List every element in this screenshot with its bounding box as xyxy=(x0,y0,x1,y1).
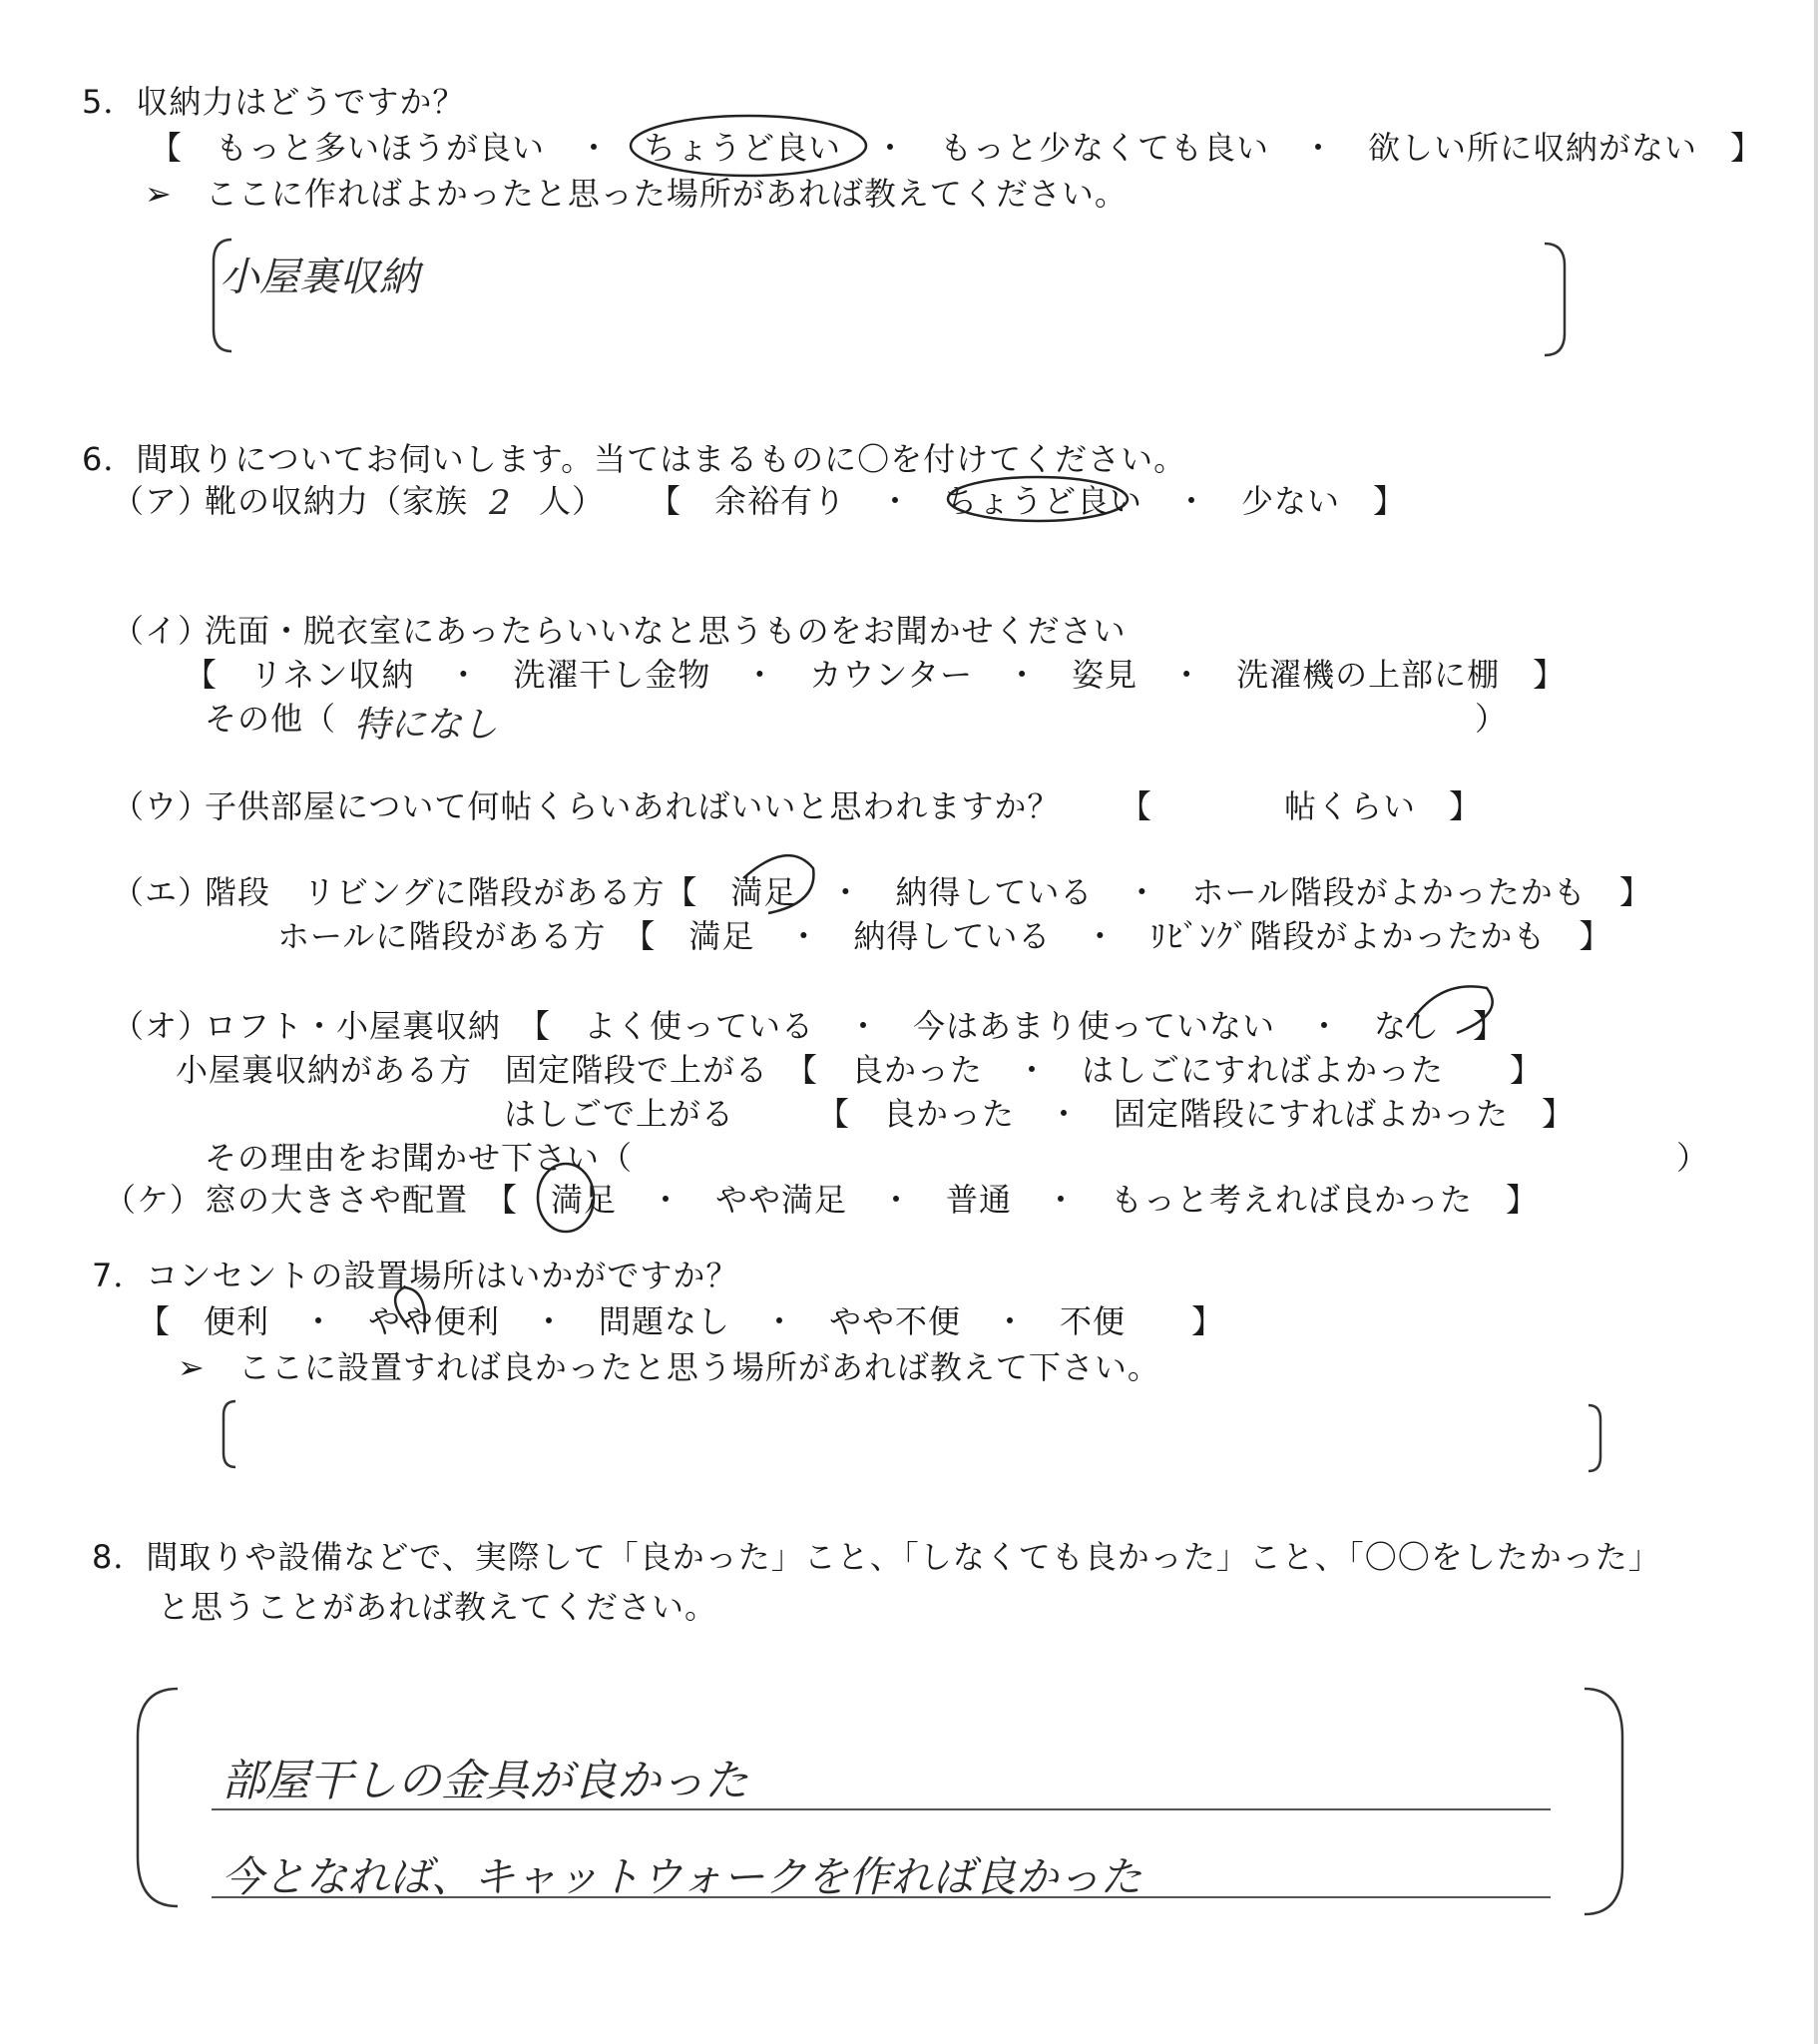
q6-title: 6．間取りについてお伺いします。当てはまるものに〇を付けてください。 xyxy=(82,440,1187,478)
q6-o-text: ロフト・小屋裏収納 【 よく使っている ・ 今はあまり使っていない ・ なし 】 xyxy=(205,1007,1507,1045)
q8-title: 8．間取りや設備などで、実際して「良かった」こと、「しなくても良かった」こと、「〇〇をしたかった」 xyxy=(92,1538,1661,1576)
q6-e-label: （エ） xyxy=(112,873,212,911)
q6-a-family-count: 2 xyxy=(489,483,511,523)
q7-title: 7．コンセントの設置場所はいかがですか？ xyxy=(92,1257,739,1294)
q6-a-label: （ア） xyxy=(112,482,212,520)
q6-o-line3: はしごで上がる 【 良かった ・ 固定階段にすればよかった 】 xyxy=(504,1095,1576,1133)
q6-a-options: 【 余裕有り ・ ちょうど良い ・ 少ない 】 xyxy=(649,482,1407,520)
q6-e-line2: ホールに階段がある方 【 満足 ・ 納得している ・ ﾘﾋﾞﾝｸﾞ階段がよかったかも 】 xyxy=(277,917,1612,955)
q8-title2: と思うことがあれば教えてください。 xyxy=(158,1588,718,1626)
q6-i-options: 【 リネン収納 ・ 洗濯干し金物 ・ カウンター ・ 姿見 ・ 洗濯機の上部に棚 】 xyxy=(185,656,1567,694)
q8-answer-bracket-left xyxy=(138,1689,178,1906)
q6-ke-text: 窓の大きさや配置 【 満足 ・ やや満足 ・ 普通 ・ もっと考えれば良かった 】 xyxy=(205,1181,1540,1219)
q6-a-text-end: 人） xyxy=(539,482,606,520)
q6-ke-label: （ケ） xyxy=(104,1181,204,1219)
q5-title: 5．収納力はどうですか？ xyxy=(82,83,466,121)
q6-o-label: （オ） xyxy=(112,1007,212,1045)
q8-answer-2: 今となれば、キャットウォークを作れば良かった xyxy=(222,1852,1142,1901)
q6-i-other-answer: 特になし xyxy=(354,705,499,746)
q8-answer-1: 部屋干しの金具が良かった xyxy=(222,1756,748,1806)
q6-o-reason-label: その理由をお聞かせ下さい（ xyxy=(205,1139,634,1177)
q6-e-text: 階段 リビングに階段がある方【 満足 ・ 納得している ・ ホール階段がよかったかも 】 xyxy=(205,873,1652,911)
q8-answer-bracket-right xyxy=(1585,1689,1622,1914)
q5-prompt: ➢ ここに作ればよかったと思った場所があれば教えてください。 xyxy=(145,175,1128,213)
q6-i-text: 洗面・脱衣室にあったらいいなと思うものをお聞かせください xyxy=(205,612,1127,650)
q6-o-line2: 小屋裏収納がある方 固定階段で上がる 【 良かった ・ はしごにすればよかった 】 xyxy=(176,1051,1544,1089)
q6-i-other-label: その他（ xyxy=(205,700,337,738)
q7-options: 【 便利 ・ やや便利 ・ 問題なし ・ やや不便 ・ 不便 】 xyxy=(138,1302,1225,1340)
q6-a-text: 靴の収納力（家族 xyxy=(205,482,469,520)
q8-answer-line-2 xyxy=(212,1896,1551,1898)
q6-u-label: （ウ） xyxy=(112,787,212,825)
q7-prompt: ➢ ここに設置すれば良かったと思う場所があれば教えて下さい。 xyxy=(178,1348,1160,1386)
q6-i-other-close: ） xyxy=(1475,700,1509,738)
q8-answer-line-1 xyxy=(212,1808,1551,1810)
q6-o-reason-close: ） xyxy=(1676,1139,1710,1177)
q6-u-options: 【 帖くらい 】 xyxy=(1120,787,1483,825)
q5-handwritten-answer: 小屋裏収納 xyxy=(220,255,419,300)
q5-options: 【 もっと多いほうが良い ・ ちょうど良い ・ もっと少なくても良い ・ 欲しい所に収納がない 】 xyxy=(150,129,1764,167)
q6-i-label: （イ） xyxy=(112,612,212,650)
q6-u-text: 子供部屋について何帖くらいあればいいと思われますか？ xyxy=(205,787,1061,825)
